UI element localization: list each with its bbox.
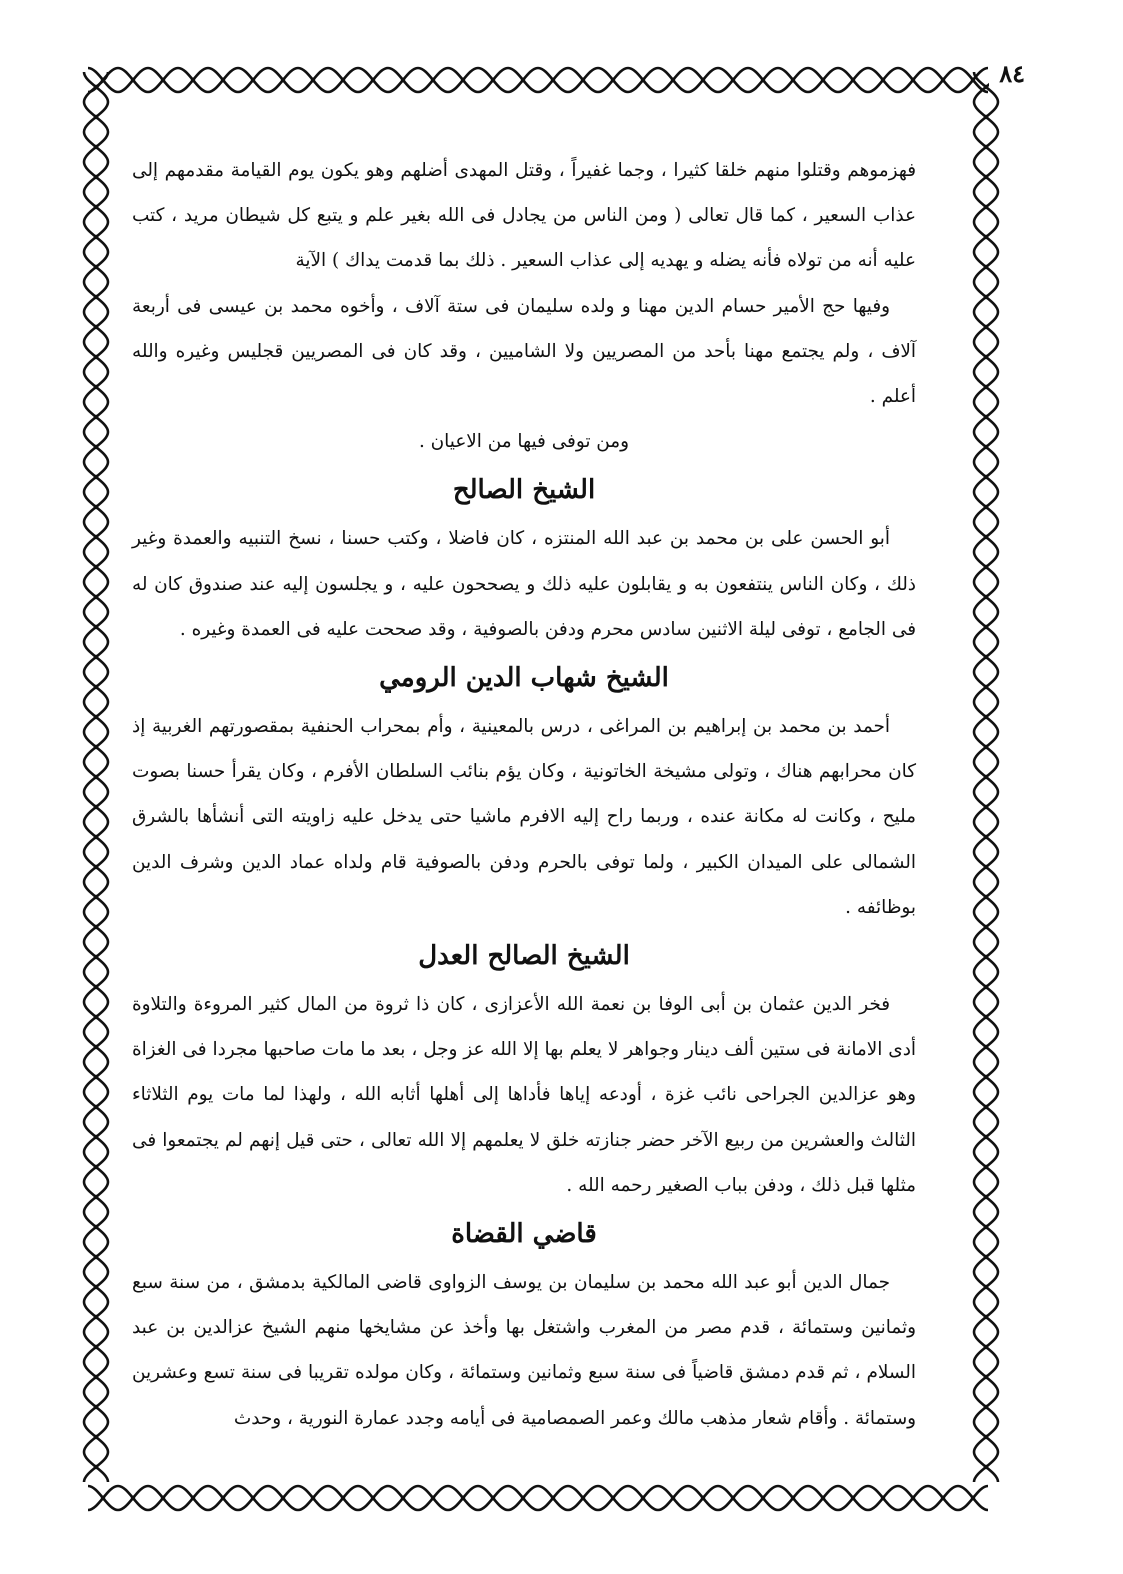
paragraph-fakhr-al-din: فخر الدين عثمان بن أبى الوفا بن نعمة الله الأعزازى ، كان ذا ثروة من المال كثير المروءة والتلاوة أدى الامانة فى ستين ألف دينار وجواهر لا يعلم بها إلا الله عز وجل ، بعد ما مات صاحبها مجردا فى الغزاة وهو عزالدين الجراحى نائب غزة ، أودعه إياها فأداها إلى أهلها أثابه الله ، ولهذا لما مات يوم الثلاثاء الثالث والعشرين من ربيع الآخر حضر جنازته خلق لا يعلمهم إلا الله تعالى ، حتى قيل إنهم لم يجتمعوا فى مثلها قبل ذلك ، ودفن بباب الصغير رحمه الله . <box>132 994 916 1196</box>
paragraph-deaths-intro: ومن توفى فيها من الاعيان . <box>418 431 630 453</box>
page-number: ٨٤ <box>989 60 1035 88</box>
heading-sheikh-adl: الشيخ الصالح العدل <box>418 941 630 972</box>
paragraph-jamal-al-din: جمال الدين أبو عبد الله محمد بن سليمان بن يوسف الزواوى قاضى المالكية بدمشق ، من سنة سبع وثمانين وستمائة ، قدم مصر من المغرب واشتغل بها وأخذ عن مشايخها منهم الشيخ عزالدين بن عبد السلام ، ثم قدم دمشق قاضياً فى سنة سبع وثمانين وستمائة ، وكان مولده تقريبا فى سنة تسع وعشرين وستمائة . وأقام شعار مذهب مالك وعمر الصمصامية فى أيامه وجدد عمارة النورية ، وحدث <box>132 1272 916 1429</box>
heading-qadi-al-qudat: قاضي القضاة <box>451 1219 597 1250</box>
heading-shihab-al-din: الشيخ شهاب الدين الرومي <box>379 663 669 694</box>
heading-sheikh-salih: الشيخ الصالح <box>452 475 596 506</box>
paragraph-ahmad-al-maraghi: أحمد بن محمد بن إبراهيم بن المراغى ، درس بالمعينية ، وأم بمحراب الحنفية بمقصورتهم الغربية إذ كان محرابهم هناك ، وتولى مشيخة الخاتونية ، وكان يؤم بنائب السلطان الأفرم ، وكان يقرأ حسنا بصوت مليح ، وكانت له مكانة عنده ، وربما راح إليه الافرم ماشيا حتى يدخل عليه زاويته التى أنشأها بالشرق الشمالى على الميدان الكبير ، ولما توفى بالحرم ودفن بالصوفية قام ولداه عماد الدين وشرف الدين بوظائفه . <box>132 716 916 918</box>
page-body <box>132 148 916 1441</box>
paragraph-opening: فهزموهم وقتلوا منهم خلقا كثيرا ، وجما غفيراً ، وقتل المهدى أضلهم وهو يكون يوم القيامة مقدمهم إلى عذاب السعير ، كما قال تعالى ( ومن الناس من يجادل فى الله بغير علم و يتبع كل شيطان مريد ، كتب عليه أنه من تولاه فأنه يضله و يهديه إلى عذاب السعير . ذلك بما قدمت يداك ) الآية <box>132 160 916 272</box>
paragraph-abu-al-hasan: أبو الحسن على بن محمد بن عبد الله المنتزه ، كان فاضلا ، وكتب حسنا ، نسخ التنبيه والعمدة وغير ذلك ، وكان الناس ينتفعون به و يقابلون عليه ذلك و يصححون عليه ، و يجلسون إليه عند صندوق كان له فى الجامع ، توفى ليلة الاثنين سادس محرم ودفن بالصوفية ، وقد صححت عليه فى العمدة وغيره . <box>132 528 916 640</box>
paragraph-hajj: وفيها حج الأمير حسام الدين مهنا و ولده سليمان فى ستة آلاف ، وأخوه محمد بن عيسى فى أربعة آلاف ، ولم يجتمع مهنا بأحد من المصريين ولا الشاميين ، وقد كان فى المصريين قجليس وغيره والله أعلم . <box>132 295 916 408</box>
